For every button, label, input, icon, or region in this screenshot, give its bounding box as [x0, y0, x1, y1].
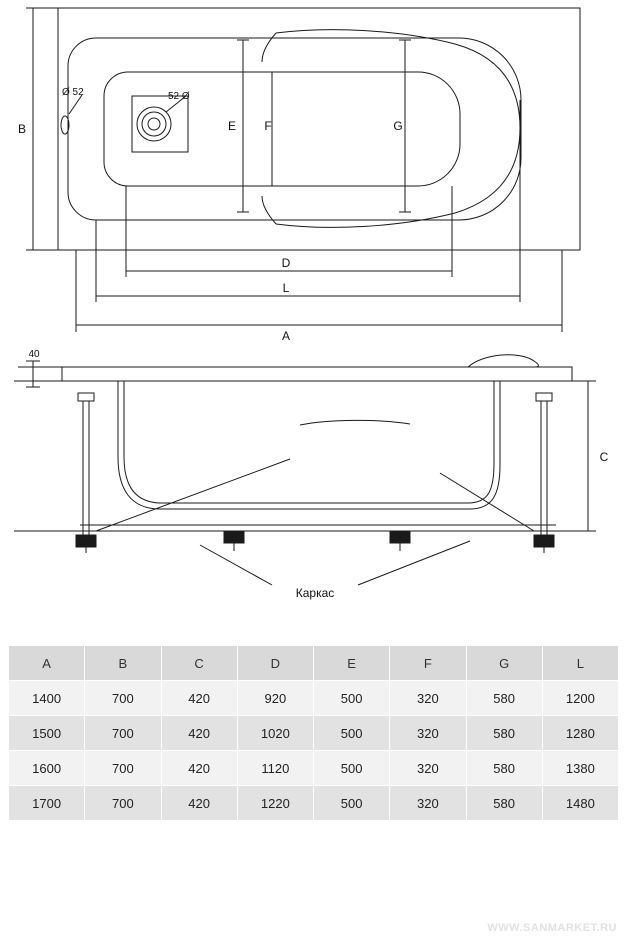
label-a: A: [281, 329, 291, 343]
tub-head-curve-lip-top: [262, 33, 276, 62]
frame-mid-foot-2: [390, 531, 410, 543]
label-e: E: [227, 119, 237, 133]
tub-outer-rim: [58, 8, 580, 250]
col-header-b: B: [85, 646, 161, 681]
frame-right-foot: [534, 535, 554, 547]
cell: 320: [390, 786, 466, 821]
col-header-c: C: [161, 646, 237, 681]
col-header-a: A: [9, 646, 85, 681]
label-l: L: [282, 281, 290, 295]
label-d: D: [281, 256, 291, 270]
frame-brace-right: [440, 473, 534, 531]
table-row: [9, 716, 619, 751]
frame-left-foot: [76, 535, 96, 547]
cell: 580: [466, 786, 542, 821]
label-40: 40: [28, 349, 40, 360]
side-view-drawing: [0, 345, 627, 635]
cell: 320: [390, 681, 466, 716]
frame-right-bracket: [536, 393, 552, 401]
cell: 700: [85, 786, 161, 821]
table-row: [9, 681, 619, 716]
cell: 700: [85, 751, 161, 786]
cell: 580: [466, 716, 542, 751]
dimensions-table: [8, 645, 619, 821]
tub-rim-slab: [62, 367, 572, 381]
cell: 1380: [542, 751, 618, 786]
cell: 500: [314, 786, 390, 821]
col-header-g: G: [466, 646, 542, 681]
cell: 1200: [542, 681, 618, 716]
drain-mid-circle: [142, 112, 166, 136]
cell: 580: [466, 681, 542, 716]
col-header-d: D: [237, 646, 313, 681]
cell: 920: [237, 681, 313, 716]
tub-body-inner-outline: [124, 381, 494, 503]
col-header-e: E: [314, 646, 390, 681]
cell: 500: [314, 681, 390, 716]
label-f: F: [264, 119, 272, 133]
cell: 1700: [9, 786, 85, 821]
cell: 1120: [237, 751, 313, 786]
col-header-l: L: [542, 646, 618, 681]
label-overflow-diameter: Ø 52: [62, 87, 84, 98]
table-header-row: [9, 646, 619, 681]
cell: 500: [314, 751, 390, 786]
cell: 420: [161, 786, 237, 821]
site-watermark: WWW.SANMARKET.RU: [487, 922, 617, 934]
label-karkas: Каркас: [295, 586, 335, 600]
tub-surface-hint: [300, 420, 410, 425]
cell: 420: [161, 681, 237, 716]
cell: 700: [85, 681, 161, 716]
frame-mid-foot-1: [224, 531, 244, 543]
label-b: B: [17, 122, 27, 136]
frame-leader-left: [200, 545, 272, 585]
tub-contour-outer: [68, 38, 521, 220]
label-g: G: [393, 119, 403, 133]
frame-left-bracket: [78, 393, 94, 401]
drain-inner-circle: [148, 118, 160, 130]
cell: 420: [161, 751, 237, 786]
col-header-f: F: [390, 646, 466, 681]
cell: 1220: [237, 786, 313, 821]
cell: 500: [314, 716, 390, 751]
label-c: C: [599, 450, 609, 464]
table-row: [9, 786, 619, 821]
cell: 1020: [237, 716, 313, 751]
cell: 1500: [9, 716, 85, 751]
dimensions-table-wrap: [8, 645, 619, 821]
cell: 1480: [542, 786, 618, 821]
cell: 1280: [542, 716, 618, 751]
cell: 1400: [9, 681, 85, 716]
cell: 420: [161, 716, 237, 751]
frame-leader-right: [358, 541, 470, 585]
tub-body-outline: [118, 381, 500, 509]
cell: 700: [85, 716, 161, 751]
tub-head-bulge: [468, 355, 539, 367]
top-view-drawing: [0, 0, 627, 350]
cell: 580: [466, 751, 542, 786]
label-drain-diameter: 52 Ø: [168, 91, 190, 102]
table-row: [9, 751, 619, 786]
cell: 1600: [9, 751, 85, 786]
cell: 320: [390, 716, 466, 751]
cell: 320: [390, 751, 466, 786]
